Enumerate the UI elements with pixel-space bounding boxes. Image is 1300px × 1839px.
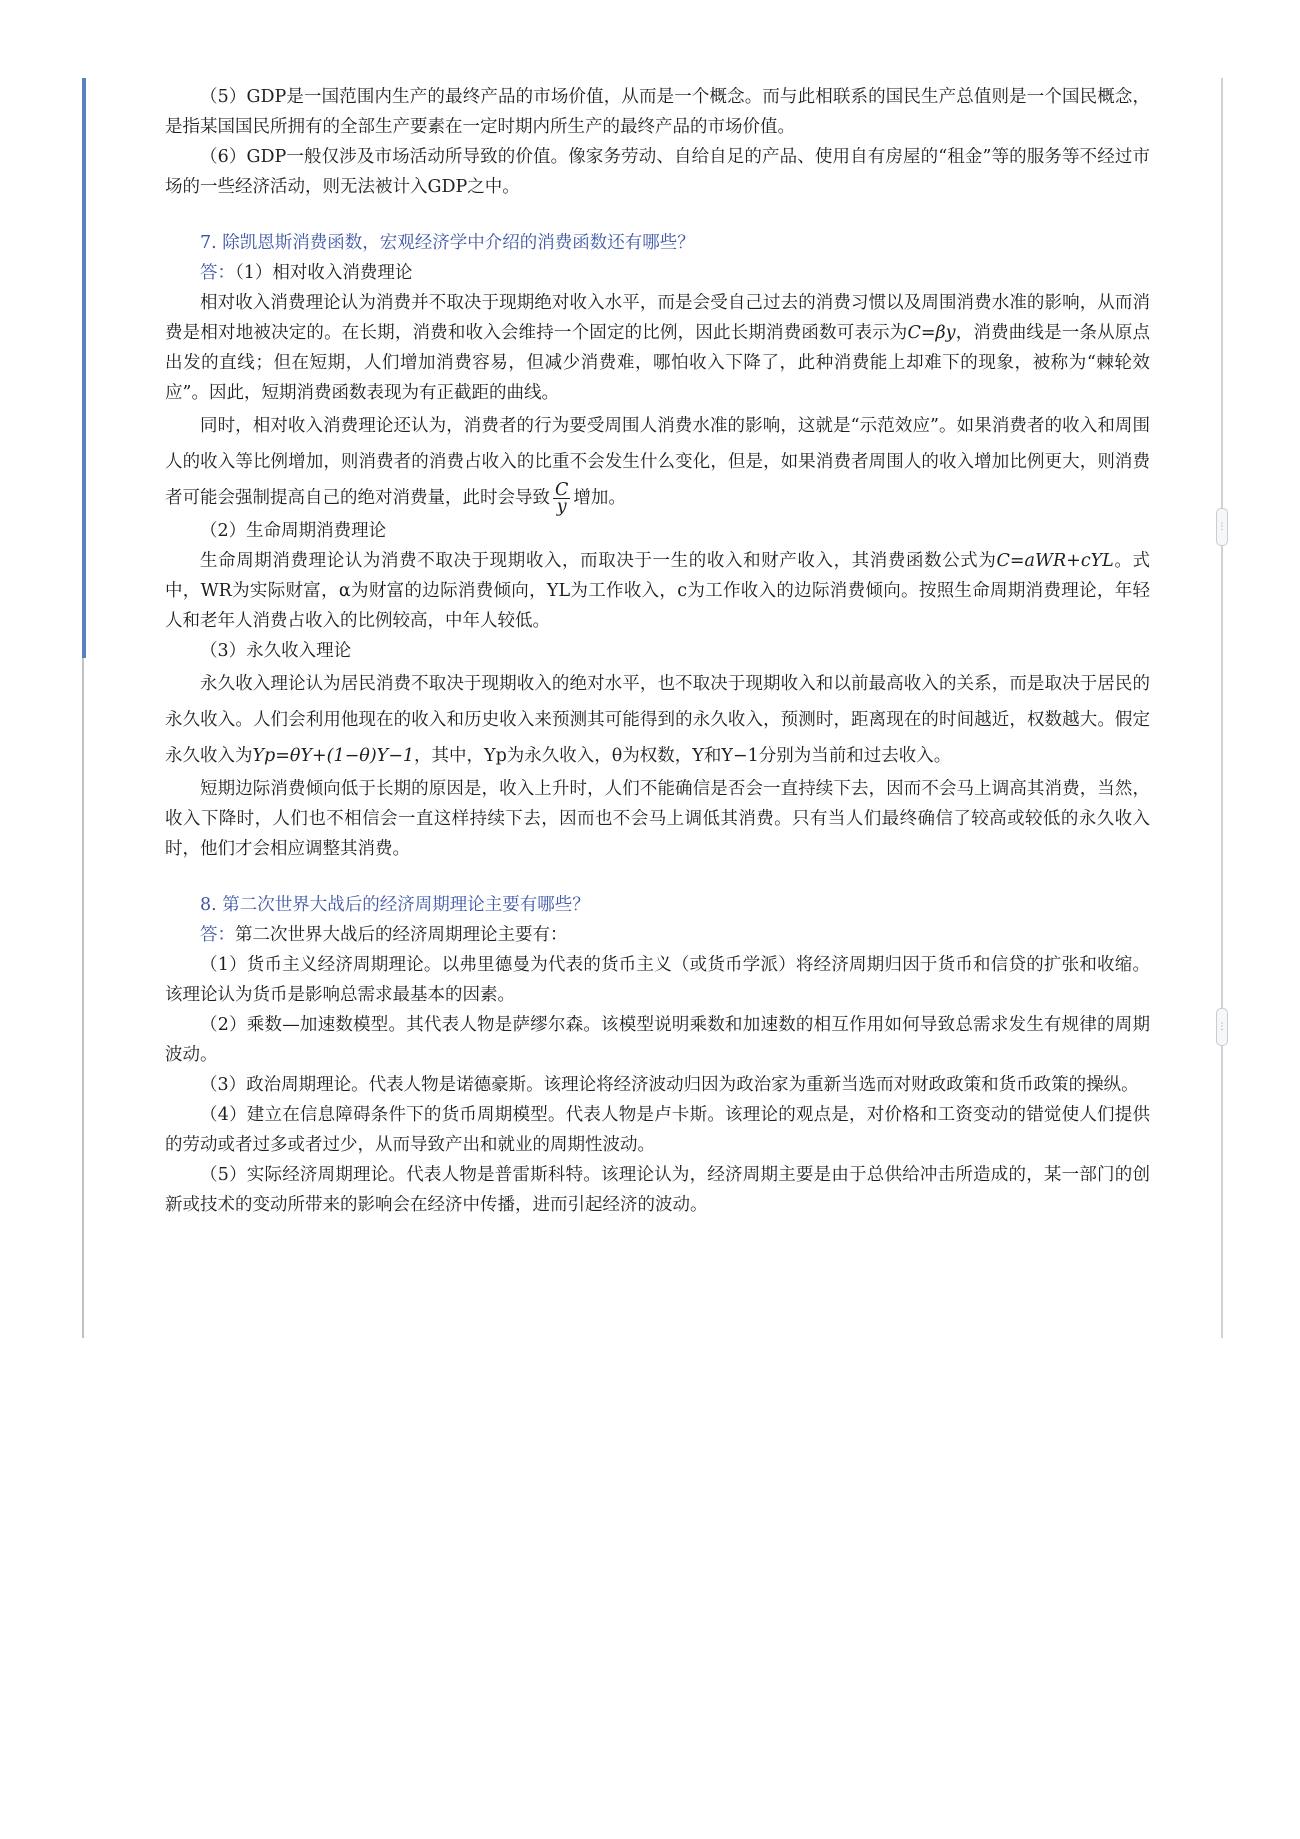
list-item: （1）货币主义经济周期理论。以弗里德曼为代表的货币主义（或货币学派）将经济周期归因于货币和信贷的扩张和收缩。该理论认为货币是影响总需求最基本的因素。 — [165, 955, 1150, 1005]
answer-first-item: （1）相对收入消费理论 — [235, 263, 413, 283]
relative-income-paragraph-1 — [165, 288, 1150, 408]
list-item: （4）建立在信息障碍条件下的货币周期模型。代表人物是卢卡斯。该理论的观点是，对价格和工资变动的错觉使人们提供的劳动或者过多或者过少，从而导致产出和就业的周期性波动。 — [165, 1105, 1150, 1155]
question-7-heading: 7. 除凯恩斯消费函数，宏观经济学中介绍的消费函数还有哪些？ — [200, 233, 695, 253]
text-segment: 生命周期消费理论认为消费不取决于现期收入，而取决于一生的收入和财产收入，其消费函数公式为 — [200, 551, 997, 571]
permanent-income-paragraph-2: 短期边际消费倾向低于长期的原因是，收入上升时，人们不能确信是否会一直持续下去，因而不会马上调高其消费，当然，收入下降时，人们也不相信会一直这样持续下去，因而也不会马上调低其消费。只有当人们最终确信了较高或较低的永久收入时，他们才会相应调整其消费。 — [165, 779, 1150, 859]
paragraph-p6: （6）GDP一般仅涉及市场活动所导致的价值。像家务劳动、自给自足的产品、使用自有房屋的“租金”等的服务等不经过市场的一些经济活动，则无法被计入GDP之中。 — [165, 147, 1150, 197]
text-segment: ，消费曲线是一条从原点出发的直线；但在短期，人们增加消费容易，但减少消费难，哪怕收入下降了，此种消费能上却难下的现象，被称为“棘轮效应”。因此，短期消费函数表现为有正截距的曲线。 — [165, 323, 1151, 403]
fraction — [553, 482, 570, 515]
text-segment: ，其中，Yp为永久收入，θ为权数，Y和Y−1分别为当前和过去收入。 — [414, 746, 952, 766]
list-item: （5）实际经济周期理论。代表人物是普雷斯科特。该理论认为，经济周期主要是由于总供给冲击所造成的，某一部门的创新或技术的变动所带来的影响会在经济中传播，进而引起经济的波动。 — [165, 1165, 1150, 1215]
question-8-heading: 8. 第二次世界大战后的经济周期理论主要有哪些？ — [200, 895, 590, 915]
permanent-income-paragraph-1 — [165, 666, 1150, 774]
answer-first-item: 第二次世界大战后的经济周期理论主要有： — [235, 925, 568, 945]
question-8-answer-line — [165, 920, 1150, 950]
grip-icon[interactable]: ⋮ — [1216, 508, 1228, 546]
life-cycle-title: （2）生命周期消费理论 — [200, 521, 387, 541]
answer-label: 答： — [200, 263, 235, 283]
left-edge-line — [82, 658, 84, 1338]
right-edge-line — [1221, 78, 1223, 1338]
document-content — [165, 82, 1150, 1220]
text-segment: 增加。 — [573, 488, 626, 508]
text-segment: 永久收入理论认为居民消费不取决于现期收入的绝对水平，也不取决于现期收入和以前最高收入的关系，而是取决于居民的永久收入。人们会利用他现在的收入和历史收入来预测其可能得到的永久收入，预测时，距离现在的时间越近，权数越大。假定永久收入为 — [165, 674, 1150, 766]
list-item: （2）乘数—加速数模型。其代表人物是萨缪尔森。该模型说明乘数和加速数的相互作用如何导致总需求发生有规律的周期波动。 — [165, 1015, 1150, 1065]
formula: C=aWR+cYL — [996, 551, 1114, 571]
formula: Yp=θY+(1−θ)Y−1 — [252, 746, 415, 766]
life-cycle-paragraph — [165, 546, 1150, 636]
permanent-income-title: （3）永久收入理论 — [200, 641, 352, 661]
fraction-denominator: y — [556, 497, 567, 517]
question-7-answer-line — [165, 258, 1150, 288]
grip-icon[interactable]: ⋮ — [1216, 1008, 1228, 1046]
relative-income-paragraph-2 — [165, 408, 1150, 516]
formula: C=βy — [907, 323, 956, 343]
fraction-numerator: C — [555, 480, 569, 500]
text-segment: 同时，相对收入消费理论还认为，消费者的行为要受周围人消费水准的影响，这就是“示范效应”。如果消费者的收入和周围人的收入等比例增加，则消费者的消费占收入的比重不会发生什么变化，但是，如果消费者周围人的收入增加比例更大，则消费者可能会强制提高自己的绝对消费量，此时会导致 — [165, 416, 1150, 508]
paragraph-p5: （5）GDP是一国范围内生产的最终产品的市场价值，从而是一个概念。而与此相联系的国民生产总值则是一个国民概念，是指某国国民所拥有的全部生产要素在一定时期内所生产的最终产品的市场价值。 — [165, 87, 1150, 137]
list-item: （3）政治周期理论。代表人物是诺德豪斯。该理论将经济波动归因为政治家为重新当选而对财政政策和货币政策的操纵。 — [200, 1075, 1139, 1095]
left-edge-bar — [82, 78, 86, 658]
answer-label: 答： — [200, 925, 235, 945]
text-segment: 。式中，WR为实际财富，α为财富的边际消费倾向，YL为工作收入，c为工作收入的边际消费倾向。按照生命周期消费理论，年轻人和老年人消费占收入的比例较高，中年人较低。 — [165, 551, 1151, 631]
text-segment: 相对收入消费理论认为消费并不取决于现期绝对收入水平，而是会受自己过去的消费习惯以及周围消费水准的影响，从而消费是相对地被决定的。在长期，消费和收入会维持一个固定的比例，因此长期消费函数可表示为 — [165, 293, 1150, 343]
